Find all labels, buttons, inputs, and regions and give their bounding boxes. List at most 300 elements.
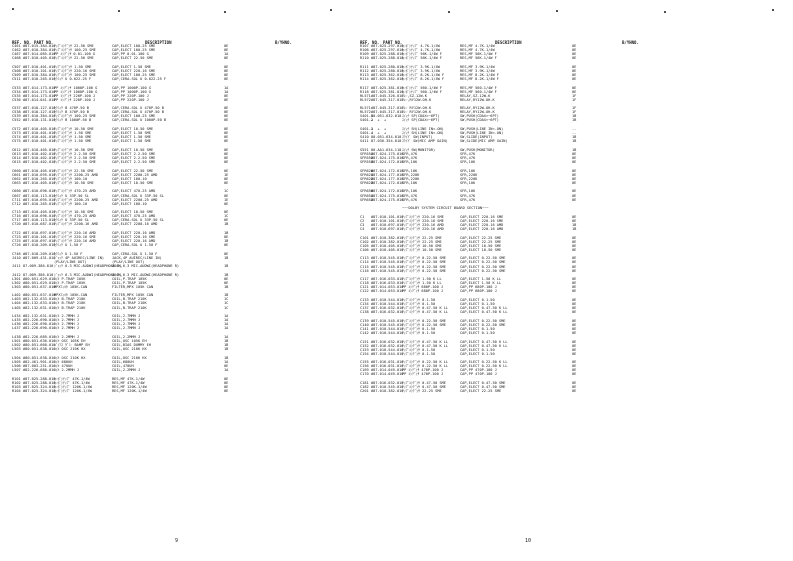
part-no-cell: 80-051-632-010 [371, 114, 402, 119]
ref-no-cell: C181 [360, 381, 369, 386]
description-en-cell: SW,PUSH(CDAX>~6PT) [460, 114, 499, 119]
table-row [360, 160, 584, 164]
description-jp-cell: ﾁｯﾌﾟｺﾝﾃﾞﾝｻ 0.1-50 [402, 351, 436, 356]
description-jp-cell: ﾁｯﾌﾟｺﾝﾃﾞﾝｻ 0.22-50 SME [402, 322, 446, 327]
description-en-cell: RES,MF 120K-1/4W [112, 384, 147, 389]
description-en-cell: CAP,ELECT 0.22-50 K LL [460, 364, 508, 369]
description-jp-cell: ｽﾗｲﾄﾞ SW(INPUT) [402, 135, 433, 140]
description-jp-cell: ｶｰﾎﾞﾝﾁｯﾌﾟ 8.2K-1/4W F [402, 72, 445, 77]
byhno-cell: 0E [572, 289, 577, 294]
description-jp-cell: ｶｰﾎﾞﾝﾁｯﾌﾟ 4.7K-1/4W [402, 44, 440, 48]
scan-speck [664, 11, 666, 13]
description-en-cell: CAP,ELECT 220-16 AMD [112, 239, 156, 244]
part-no-cell: #87-025-280-010 [371, 64, 404, 69]
byhno-cell: 0E [224, 135, 229, 140]
description-en-cell: CAP,ELECT 470-25 AMD [112, 189, 156, 194]
description-en-cell: COIL,B-TRAP 210K [112, 305, 147, 310]
part-no-cell: #87-014-053-010 [371, 285, 404, 290]
part-no-cell: #87-024-172-010 [371, 180, 404, 185]
ref-no-cell: SFR650 [360, 189, 373, 194]
description-jp-cell: ﾁｯﾌﾟｺﾝﾃﾞﾝｻ 220-16 SME [54, 235, 96, 240]
description-en-cell: RES,MF 560-1/4W F [460, 89, 497, 94]
table-row [12, 347, 236, 351]
description-en-cell: RELAY,RY12W-OH-K [460, 106, 495, 111]
part-no-cell: #82-226-690-010 [23, 326, 56, 331]
description-en-cell: CAP,PP 1000P-100 G [112, 89, 151, 94]
byhno-cell: 1A [224, 52, 229, 57]
description-jp-cell: ｶｰﾎﾞﾝﾁｯﾌﾟ 560-1/4W F [402, 89, 442, 94]
description-en-cell: SW,PUSH(CDAX>~6PT) [460, 118, 499, 123]
byhno-cell: 0E [572, 360, 577, 365]
description-en-cell: FILTER,MPX 105K CAN [112, 284, 154, 289]
part-no-cell: #87-016-032-010 [371, 343, 404, 348]
ref-no-cell: C462 [12, 48, 21, 53]
description-jp-cell: ﾁｯﾌﾟｺﾝﾃﾞﾝｻ 0.47-50 SME [402, 381, 446, 386]
description-en-cell: CAP,ELECT 100-10 [112, 201, 147, 206]
byhno-cell: 0E [572, 389, 577, 394]
description-jp-cell: SFR,10K [402, 189, 418, 194]
ref-no-cell: C154 [360, 351, 369, 356]
byhno-cell: 1C [224, 189, 229, 194]
part-no-cell: #87-025-381-010 [371, 85, 404, 90]
ref-no-cell: R111 [360, 64, 369, 69]
ref-no-cell: L436 [12, 322, 21, 327]
ref-no-cell: C725 [12, 239, 21, 244]
part-no-cell: #87-016-031-010 [371, 364, 404, 369]
ref-no-cell: C122 [360, 289, 369, 294]
description-jp-cell: ｾﾗﾐｯｸ B 470P-50 B [54, 110, 89, 115]
byhno-cell: 1E [224, 197, 229, 202]
ref-no-cell: C155 [360, 360, 369, 365]
part-no-cell: #87-024-177-010 [371, 172, 404, 177]
description-en-cell: CAP,ELECT 10-50 SME [460, 247, 502, 252]
description-en-cell: RES,MF 3.9K-1/4W [460, 68, 495, 73]
part-no-cell: #87-014-053-010 [371, 289, 404, 294]
ref-no-cell: C572 [12, 127, 21, 132]
description-en-cell: CAP,ELECT 0.22-50 SME [460, 268, 506, 273]
byhno-cell: 0E [224, 280, 229, 285]
part-no-cell: + + + [371, 131, 387, 136]
description-en-cell: CAP,CERA-SOL U 33P-50 SL [112, 218, 164, 223]
part-no-cell: #87-010-265-010 [23, 176, 56, 181]
part-no-cell: #87-010-384-010 [23, 72, 56, 77]
description-jp-cell: PP ｺﾝﾃﾞﾝｻ 470P-100 J [402, 372, 444, 377]
table-row [360, 289, 584, 293]
description-jp-cell: ﾁｯﾌﾟｺﾝﾃﾞﾝｻ 22-25 SME [402, 239, 442, 244]
part-no-cell: #87-024-175-010 [371, 197, 404, 202]
description-jp-cell: ﾁｯﾌﾟｺﾝﾃﾞﾝｻ 22-25 SME [402, 235, 442, 240]
part-no-cell: #87-010-405-010 [23, 180, 56, 185]
part-no-cell: #87-010-544-010 [371, 330, 404, 335]
part-no-cell: #80-051-629-010 [23, 276, 56, 281]
part-no-cell: #87-045-326-010 [371, 93, 404, 98]
part-no-cell: #82-226-690-010 [23, 318, 56, 323]
ref-no-cell: C722 [12, 231, 21, 236]
description-en-cell: CAP,ELECT 0.22-50 SME [460, 322, 506, 327]
byhno-cell: 0E [572, 306, 577, 311]
ref-no-cell: C612 [12, 147, 21, 152]
description-jp-cell: ﾁｯﾌﾟｺﾝﾃﾞﾝｻ 0.22-50 SME [402, 256, 446, 261]
byhno-cell: 0E [224, 131, 229, 136]
ref-no-cell: R103 [12, 384, 21, 389]
description-en-cell: CAP,PP 1000P-100 G [112, 85, 151, 90]
byhno-cell: 0E [224, 93, 229, 98]
ref-no-cell: R108 [360, 48, 369, 53]
ref-no-cell: L507 [12, 367, 21, 372]
part-no-cell: #87-014-041-010 [23, 97, 56, 102]
description-en-cell: CAP,ELECT 22-25 SME [460, 389, 502, 394]
description-jp-cell: ﾁｯﾌﾟｺﾝﾃﾞﾝｻ 10-50 SME [402, 243, 442, 248]
description-en-cell: CAP,ELECT 100-25 SME [112, 114, 156, 119]
part-no-cell: #87-010-405-010 [23, 168, 56, 173]
description-en-cell: CAP,ELECT 1-50 SME [112, 131, 151, 136]
byhno-cell: 1A [224, 359, 229, 364]
part-no-cell: #87-024-172-010 [371, 160, 404, 165]
left-header-byhno: B/YHNO. [275, 40, 292, 45]
byhno-cell: 1B [224, 284, 229, 289]
byhno-cell: 0E [572, 368, 577, 373]
ref-no-cell: S411 [360, 139, 369, 144]
ref-no-cell: SFR620 [360, 168, 373, 173]
description-jp-cell: ﾁｯﾌﾟｺﾝﾃﾞﾝｻ 100-10 [54, 176, 88, 181]
ref-no-cell: S401-1 [360, 114, 373, 119]
ref-no-cell: C667 [12, 193, 21, 198]
description-en-cell: COIL,2.7MMH J [112, 314, 141, 319]
description-jp-cell: ｺｲﾙ 2.2MMH J [54, 367, 79, 372]
ref-no-cell: C138 [360, 310, 369, 315]
part-no-cell: #87-010-545-010 [371, 322, 404, 327]
description-en-cell: CAP,CERA-SOL U 1-50 F [112, 243, 158, 248]
description-jp-cell: ﾁｯﾌﾟｺﾝﾃﾞﾝｻ 0.1-50 [402, 330, 436, 335]
byhno-cell: 1B [224, 255, 229, 260]
byhno-cell: 0E [572, 218, 577, 223]
description-en-cell: JACK,6.3 MIC-AUDWI(HEADPHONE R) [112, 263, 180, 268]
table-row [12, 139, 236, 143]
part-no-cell: #87-010-697-010 [23, 231, 56, 236]
description-en-cell: COIL,BIAS DUMMY EH [112, 343, 151, 348]
left-header-ref: REF. NO. [12, 40, 32, 45]
part-no-cell: #87-025-362-010 [371, 72, 404, 77]
byhno-cell: 1C [224, 297, 229, 302]
part-no-cell: #87-010-544-010 [371, 351, 404, 356]
part-no-cell: #87-010-544-010 [371, 326, 404, 331]
description-en-cell: SW,SLIDE(INPUT) [460, 135, 493, 140]
part-no-cell: #82-132-631-010 [23, 305, 56, 310]
description-jp-cell: ｼﾞｬｯｸ 4P AUIREC/LINE IN) [54, 255, 105, 260]
description-en-cell: CAP,PP 680P-100 J [460, 285, 497, 290]
table-row [360, 352, 584, 356]
description-en-cell: SFR,220K [460, 176, 478, 181]
byhno-cell: 1C [224, 301, 229, 306]
byhno-cell: 1B [572, 226, 577, 231]
description-en-cell: CAP,ELECT 2200-25 AMD [112, 172, 158, 177]
byhno-cell: 1B [572, 114, 577, 119]
table-row [360, 139, 584, 143]
description-en-cell: CAP,ELECT 10-50 SME [460, 243, 502, 248]
ref-no-cell: SFR552 [360, 156, 373, 160]
part-no-cell: #87-025-288-010 [371, 56, 404, 61]
byhno-cell: 0E [224, 176, 229, 181]
description-en-cell: RES,MF 8.2K-1/4W F [460, 76, 499, 81]
byhno-cell: 0E [572, 385, 577, 390]
byhno-cell: 1B [572, 135, 577, 140]
ref-no-cell: R117 [360, 85, 369, 90]
ref-no-cell: C4 [360, 226, 365, 231]
description-en-cell: SFR,47K [460, 156, 476, 160]
description-jp-cell: ｾﾗﾐｯｸ B 470P-50 B [54, 106, 89, 111]
description-jp-cell: ﾁｯﾌﾟｺﾝﾃﾞﾝｻ 0.47-50 K LL [402, 339, 449, 344]
part-no-cell: #87-003-251-010 [23, 363, 56, 368]
byhno-cell: 1A [224, 367, 229, 372]
description-jp-cell: ｺｲﾙ 2.7MMH J [54, 322, 79, 327]
ref-no-cell: S410 [360, 135, 369, 140]
description-jp-cell: ﾁｯﾌﾟｺﾝﾃﾞﾝｻ 470-25 AMD [54, 189, 96, 194]
description-jp-cell: ﾁｯﾌﾟｺﾝﾃﾞﾝｻ 0.22-50 K LL [402, 360, 449, 365]
description-en-cell: COIL,2.2MMH J [112, 367, 141, 372]
byhno-cell: 0E [224, 384, 229, 389]
description-jp-cell: ﾁｯﾌﾟｺﾝﾃﾞﾝｻ 100-25 SME [54, 72, 96, 77]
description-en-cell: COIL,B-TRAP 210K [112, 301, 147, 306]
table-row [360, 372, 584, 376]
byhno-cell: 1B [224, 272, 229, 277]
table-row [360, 77, 584, 81]
description-jp-cell: ﾘﾚｰ RY12W-OH-K [402, 110, 432, 115]
description-jp-cell: SFR,47K [402, 156, 418, 160]
byhno-cell: 0E [572, 343, 577, 348]
description-jp-cell: ｾﾗﾐｯｸ U 0.022-25 F [54, 76, 92, 81]
part-no-cell: #87-018-127-010 [23, 106, 56, 111]
part-no-cell: #87-025-288-010 [371, 52, 404, 57]
description-jp-cell: (PLAY/LINE OUT) [54, 259, 87, 264]
ref-no-cell: L501 [12, 338, 21, 343]
ref-no-cell: L437 [12, 326, 21, 331]
description-en-cell: SFR,10K [460, 168, 476, 173]
byhno-cell: 0E [224, 44, 229, 48]
ref-no-cell: C201 [360, 389, 369, 394]
part-no-cell: #87-010-545-010 [371, 268, 404, 273]
ref-no-cell: C182 [360, 385, 369, 390]
description-en-cell: CAP,ELECT 10-50 SME [112, 127, 154, 132]
description-jp-cell: ﾁｯﾌﾟｺﾝﾃﾞﾝｻ 220-16 AMD [54, 239, 96, 244]
byhno-cell: 0E [572, 156, 577, 160]
part-no-cell: #87-010-405-010 [23, 56, 56, 61]
description-en-cell: CAP,ELECT 0.1-50 [460, 330, 495, 335]
table-row [360, 181, 584, 185]
description-jp-cell: ﾁｯﾌﾟｺﾝﾃﾞﾝｻ 10-50 SME [54, 180, 94, 185]
description-en-cell: SFR,47K [460, 197, 476, 202]
description-en-cell: COIL,OSC 105K EH [112, 338, 147, 343]
ref-no-cell: SFR621 [360, 172, 373, 177]
ref-no-cell: C666 [12, 189, 21, 194]
byhno-cell: 0E [572, 168, 577, 173]
description-en-cell: CAP,CERA-SOL U 1-50 F [112, 251, 158, 256]
description-jp-cell: ｺｲﾙ 470UH [54, 363, 73, 368]
table-row [12, 118, 236, 122]
description-en-cell: CAP,PP 220P-100 J [112, 93, 149, 98]
description-en-cell: CAP,ELECT 1-50 SME [112, 64, 151, 69]
ref-no-cell: C151 [360, 339, 369, 344]
part-no-cell: #87-018-209-010 [23, 251, 56, 256]
description-en-cell: COIL,OSC 210K HX [112, 355, 147, 360]
part-no-cell: #87-010-382-010 [371, 239, 404, 244]
byhno-cell: 1A [224, 314, 229, 319]
description-en-cell: CAP,CERA-SOL U 1000P-50 B [112, 118, 167, 123]
byhno-cell: 0E [224, 380, 229, 385]
byhno-cell: 0E [224, 180, 229, 185]
ref-no-cell: C533 [12, 85, 21, 90]
part-no-cell: #87-024-172-010 [371, 168, 404, 173]
description-en-cell: CAP,ELECT 0.1-50 [460, 326, 495, 331]
description-jp-cell: ｺｲﾙ OSC 210K HX [54, 347, 86, 352]
ref-no-cell: L502 [12, 343, 21, 348]
table-row [360, 331, 584, 335]
byhno-cell: 0E [224, 76, 229, 81]
part-no-cell: #87-010-405-010 [371, 247, 404, 252]
byhno-cell: 0E [572, 197, 577, 202]
description-en-cell: SW,PUSH(LINE IN<-ON) [460, 127, 504, 132]
description-jp-cell: ﾁｯﾌﾟｺﾝﾃﾞﾝｻ 220-16 SME [402, 214, 444, 219]
part-no-cell: #87-010-696-010 [23, 189, 56, 194]
ref-no-cell: L505 [12, 359, 21, 364]
part-no-cell: 87-009-386-010 [23, 263, 54, 268]
part-no-cell: #87-025-324-010 [23, 388, 56, 393]
byhno-cell: 1A [224, 318, 229, 323]
description-jp-cell: ｽｲｯﾁ SH(LINE IN<-ON) [402, 127, 444, 132]
table-row [12, 389, 236, 393]
description-jp-cell: ｺｲﾙ P-TRAP 105K [54, 280, 86, 285]
description-en-cell: CAP,ELECT 10-50 SME [112, 180, 154, 185]
byhno-cell: 1B [224, 222, 229, 227]
table-row [360, 118, 584, 122]
part-no-cell: #87-014-049-010 [371, 368, 404, 373]
ref-no-cell [360, 206, 371, 210]
description-jp-cell: ﾁｯﾌﾟｺﾝﾃﾞﾝｻ 0.22-50 SME [402, 264, 446, 269]
part-no-cell: #87-014-173-010 [23, 85, 56, 90]
description-en-cell: SW,PUSH(LINE IN<-ON) [460, 131, 504, 136]
ref-no-cell: SFR623 [360, 180, 373, 185]
ref-no-cell: S401-2 [360, 118, 373, 123]
ref-no-cell: C720 [12, 222, 21, 227]
ref-no-cell: R113 [360, 72, 369, 77]
description-jp-cell: ｼﾞｬｯｸ 6.3 MIC-AUDWI(HEADPHONE R) [54, 263, 122, 268]
part-no-cell: #87-009-431-010 [23, 255, 56, 260]
scan-speck [772, 9, 774, 11]
part-no-cell: #87-010-545-010 [371, 260, 404, 265]
part-no-cell: #87-024-175-010 [371, 156, 404, 160]
description-en-cell: CAP,CERA-SOL U 33P-50 SL [112, 193, 164, 198]
byhno-cell [572, 206, 584, 210]
description-en-cell: COIL,2.7MMH J [112, 318, 141, 323]
part-no-cell: #87-010-401-010 [23, 139, 56, 144]
part-no-cell: #82-132-633-010 [23, 297, 56, 302]
description-jp-cell: ﾁｯﾌﾟｺﾝﾃﾞﾝｻ 0.1-50 [402, 302, 436, 307]
byhno-cell: 0E [572, 326, 577, 331]
right-page-number: 10 [525, 538, 532, 544]
byhno-cell: 0E [224, 201, 229, 206]
description-jp-cell: ﾘﾚｰ,RY12W-OH-K [402, 97, 432, 102]
table-row [360, 248, 584, 252]
description-jp-cell: ﾘﾚｰ RY12W-OH-K [402, 106, 432, 111]
part-no-cell: #87-016-033-010 [371, 277, 404, 282]
description-jp-cell: ﾁｯﾌﾟｺﾝﾃﾞﾝｻ 2.2-50 SME [54, 160, 96, 165]
ref-no-cell: C170 [360, 372, 369, 377]
description-en-cell: CAP,ELECT 0.22-50 SME [460, 260, 506, 265]
part-no-cell: #87-014-173-010 [23, 89, 56, 94]
part-no-cell: #87-016-033-010 [371, 281, 404, 286]
description-en-cell: CAP,ELECT 2200-16 AMD [112, 222, 158, 227]
description-en-cell: CAP,ELECT 0.47-50 SME [460, 385, 506, 390]
ref-no-cell: S401-3 [360, 127, 373, 132]
description-jp-cell: ﾁｯﾌﾟｺﾝﾃﾞﾝｻ 220-16 AMD [402, 222, 444, 227]
description-en-cell: CAP,ELECT 0.22-50 SME [460, 318, 506, 323]
byhno-cell: 0E [224, 64, 229, 69]
byhno-cell: 0E [224, 276, 229, 281]
ref-no-cell: C536 [12, 97, 21, 102]
description-en-cell: CAP,ELECT 0.1-50 [460, 297, 495, 302]
description-jp-cell: ｶｰﾎﾞﾝﾁｯﾌﾟ 560-1/4W F [402, 85, 442, 90]
description-jp-cell: ﾁｯﾌﾟｺﾝﾃﾞﾝｻ 1-50 K LL [402, 281, 442, 286]
ref-no-cell: C142 [360, 330, 369, 335]
ref-no-cell: C552 [12, 118, 21, 123]
byhno-cell: 0E [224, 127, 229, 132]
ref-no-cell: C467 [12, 52, 21, 57]
ref-no-cell: C534 [12, 89, 21, 94]
description-en-cell: CAP,PP 0.01-100 G [112, 52, 149, 57]
description-jp-cell: SFR,220K [402, 172, 420, 177]
description-jp-cell: SFR,10K [402, 168, 418, 173]
part-no-cell: #87-024-177-010 [371, 176, 404, 181]
description-jp-cell: PP ｺﾝﾃﾞﾝｻ 0.01-100 G [54, 52, 96, 57]
byhno-cell: 1F [572, 97, 577, 102]
part-no-cell: #87-045-317-010 [371, 106, 404, 111]
description-jp-cell: ｶｰﾎﾞﾝﾁｯﾌﾟ 56K-1/4W F [402, 56, 442, 61]
description-jp-cell: ﾁｯﾌﾟｺﾝﾃﾞﾝｻ 2.2-50 SME [54, 151, 96, 156]
ref-no-cell: C614 [12, 156, 21, 160]
ref-no-cell: C663 [12, 180, 21, 185]
part-no-cell: 80-051-634-010 [371, 135, 402, 140]
byhno-cell: 0E [224, 363, 229, 368]
byhno-cell: 0E [572, 176, 577, 181]
description-en-cell [460, 206, 572, 210]
part-no-cell: #87-010-382-010 [371, 235, 404, 240]
description-jp-cell: ﾁｯﾌﾟｺﾝﾃﾞﾝｻ 470-25 AMD [54, 214, 96, 219]
description-en-cell: CAP,ELECT 0.47-50 K LL [460, 306, 508, 311]
part-no-cell: #87-018-209-010 [23, 243, 56, 248]
description-en-cell: CAP,ELECT 22-25 SME [460, 235, 502, 240]
byhno-cell: 0E [572, 256, 577, 261]
part-no-cell: #87-010-695-010 [23, 172, 56, 177]
ref-no-cell: C507 [12, 64, 21, 69]
ref-no-cell: J411 [12, 263, 21, 268]
ref-no-cell: S401-4 [360, 131, 373, 136]
byhno-cell: 0E [224, 106, 229, 111]
description-jp-cell: ｺｲﾙ 2.7MMH J [54, 314, 79, 319]
part-no-cell: #87-010-697-010 [371, 226, 404, 231]
byhno-cell: 0E [572, 347, 577, 352]
byhno-cell: 1B [224, 347, 229, 352]
description-jp-cell: ﾁｯﾌﾟｺﾝﾃﾞﾝｻ 1-50 SME [54, 131, 92, 136]
description-en-cell: CAP,ELECT 220-16 AMD [112, 231, 156, 236]
description-en-cell: COIL,680UH [112, 359, 134, 364]
part-no-cell: #87-016-032-010 [371, 306, 404, 311]
description-en-cell: CAP,ELECT 2.2-50 SME [112, 156, 156, 160]
description-jp-cell: ﾁｯﾌﾟｺﾝﾃﾞﾝｻ 10-50 SME [402, 247, 442, 252]
ref-no-cell: C538 [12, 110, 21, 115]
description-jp-cell: SFR,47K [402, 151, 418, 156]
ref-no-cell: SFR652 [360, 197, 373, 202]
byhno-cell: 1B [224, 293, 229, 298]
part-no-cell: #87-010-265-010 [23, 201, 56, 206]
